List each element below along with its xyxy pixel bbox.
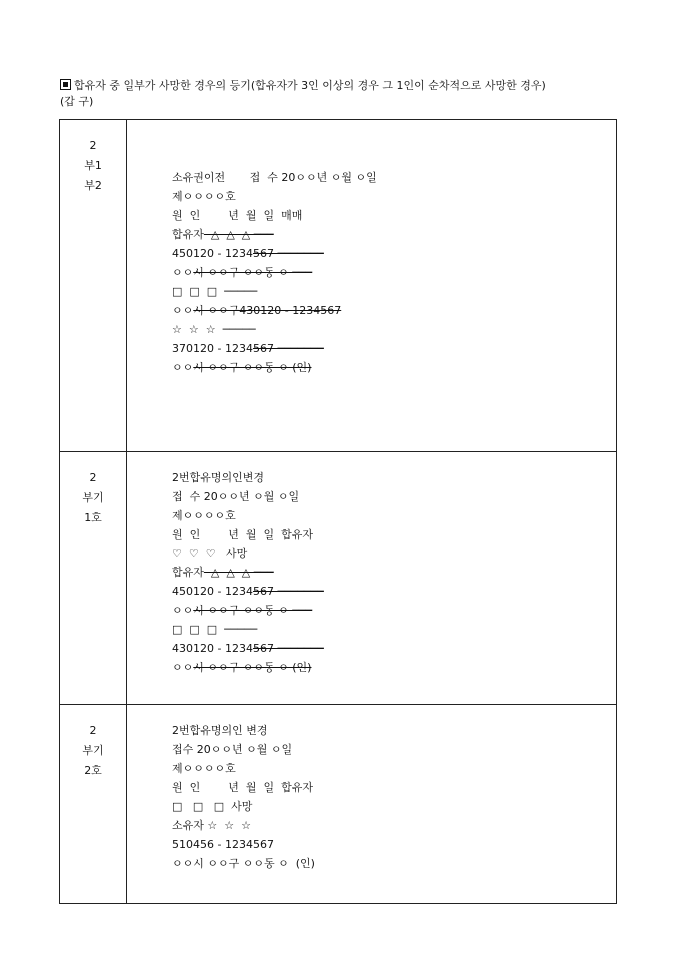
entry-text: 합유자	[172, 566, 204, 579]
entry-line	[172, 563, 616, 582]
rank-number-cell	[60, 120, 127, 452]
entry-line	[172, 358, 616, 377]
struck-text: △ △ △ ───	[203, 228, 274, 241]
entry-line: 소유권이전 접 수 20ㅇㅇ년 ㅇ월 ㅇ일	[172, 171, 377, 184]
struck-text: 시 ㅇㅇ구 ㅇㅇ동 ㅇ (인)	[193, 661, 312, 674]
heading-text: 합유자 중 일부가 사망한 경우의 등기(합유자가 3인 이상의 경우 그 1인이 순차적으로 사망한 경우)	[74, 79, 546, 92]
entry-line	[172, 339, 616, 358]
entry-line: ♡ ♡ ♡ 사망	[172, 547, 248, 560]
rank-number-line: 부1	[84, 159, 102, 172]
struck-text: 시 ㅇㅇ구 ㅇㅇ동 ㅇ ───	[193, 604, 313, 617]
entry-line: 2번합유명의인변경	[172, 471, 265, 484]
table-row	[60, 452, 617, 705]
rank-number-line: 부기	[82, 491, 104, 504]
rank-number-cell	[60, 705, 127, 904]
registry-table	[59, 119, 617, 904]
entry-text: ㅇㅇ	[172, 661, 194, 674]
table-row	[60, 705, 617, 904]
entry-line: □ □ □ ─────	[172, 623, 258, 636]
entry-line	[172, 301, 616, 320]
struck-text: 시 ㅇㅇ구 ㅇㅇ동 ㅇ ───	[193, 266, 313, 279]
entry-content-cell	[127, 452, 617, 705]
entry-line: 원 인 년 월 일 합유자	[172, 781, 313, 794]
entry-line: □ □ □ 사망	[172, 800, 253, 813]
entry-line: ㅇㅇ시 ㅇㅇ구 ㅇㅇ동 ㅇ (인)	[172, 857, 315, 870]
rank-number-line: 2호	[84, 764, 102, 777]
rank-number-line: 부기	[82, 744, 104, 757]
entry-content-cell	[127, 705, 617, 904]
entry-line	[172, 244, 616, 263]
struck-text: 567 ───────	[252, 247, 324, 260]
entry-line	[172, 658, 616, 677]
entry-content-cell	[127, 120, 617, 452]
entry-text: 430120 - 1234	[172, 642, 253, 655]
entry-text: ㅇㅇ	[172, 604, 194, 617]
entry-text: 450120 - 1234	[172, 585, 253, 598]
entry-line: □ □ □ ─────	[172, 285, 258, 298]
entry-text: 370120 - 1234	[172, 342, 253, 355]
rank-number-line: 2	[89, 724, 97, 737]
entry-text: ㅇㅇ	[172, 304, 194, 317]
entry-line: 접수 20ㅇㅇ년 ㅇ월 ㅇ일	[172, 743, 293, 756]
entry-line	[172, 601, 616, 620]
entry-text: 450120 - 1234	[172, 247, 253, 260]
entry-line	[172, 225, 616, 244]
struck-text: 시 ㅇㅇ구 ㅇㅇ동 ㅇ (인)	[193, 361, 312, 374]
entry-line: ☆ ☆ ☆ ─────	[172, 323, 256, 336]
struck-text: △ △ △ ───	[203, 566, 274, 579]
entry-line: 510456 - 1234567	[172, 838, 274, 851]
entry-text: ㅇㅇ	[172, 266, 194, 279]
entry-line: 2번합유명의인 변경	[172, 724, 268, 737]
entry-text: 합유자	[172, 228, 204, 241]
struck-text: 567 ───────	[252, 642, 324, 655]
rank-number-line: 2	[89, 471, 97, 484]
entry-line: 접 수 20ㅇㅇ년 ㅇ월 ㅇ일	[172, 490, 300, 503]
entry-line	[172, 263, 616, 282]
struck-text: 시 ㅇㅇ구430120 - 1234567	[193, 304, 342, 317]
struck-text: 567 ───────	[252, 342, 324, 355]
entry-line	[172, 639, 616, 658]
table-row	[60, 120, 617, 452]
filled-square-icon	[60, 79, 71, 90]
document-heading	[60, 78, 640, 110]
rank-number-line: 2	[89, 139, 97, 152]
rank-number-line: 1호	[84, 511, 102, 524]
rank-number-cell	[60, 452, 127, 705]
heading-line-1	[60, 78, 640, 94]
entry-line: 소유자 ☆ ☆ ☆	[172, 819, 251, 832]
entry-line: 원 인 년 월 일 합유자	[172, 528, 313, 541]
entry-line: 원 인 년 월 일 매매	[172, 209, 303, 222]
heading-line-2: (갑 구)	[60, 95, 94, 108]
entry-line	[172, 582, 616, 601]
rank-number-line: 부2	[84, 179, 102, 192]
entry-line: 제ㅇㅇㅇㅇ호	[172, 509, 236, 522]
entry-text: ㅇㅇ	[172, 361, 194, 374]
entry-line: 제ㅇㅇㅇㅇ호	[172, 762, 236, 775]
struck-text: 567 ───────	[252, 585, 324, 598]
entry-line: 제ㅇㅇㅇㅇ호	[172, 190, 236, 203]
